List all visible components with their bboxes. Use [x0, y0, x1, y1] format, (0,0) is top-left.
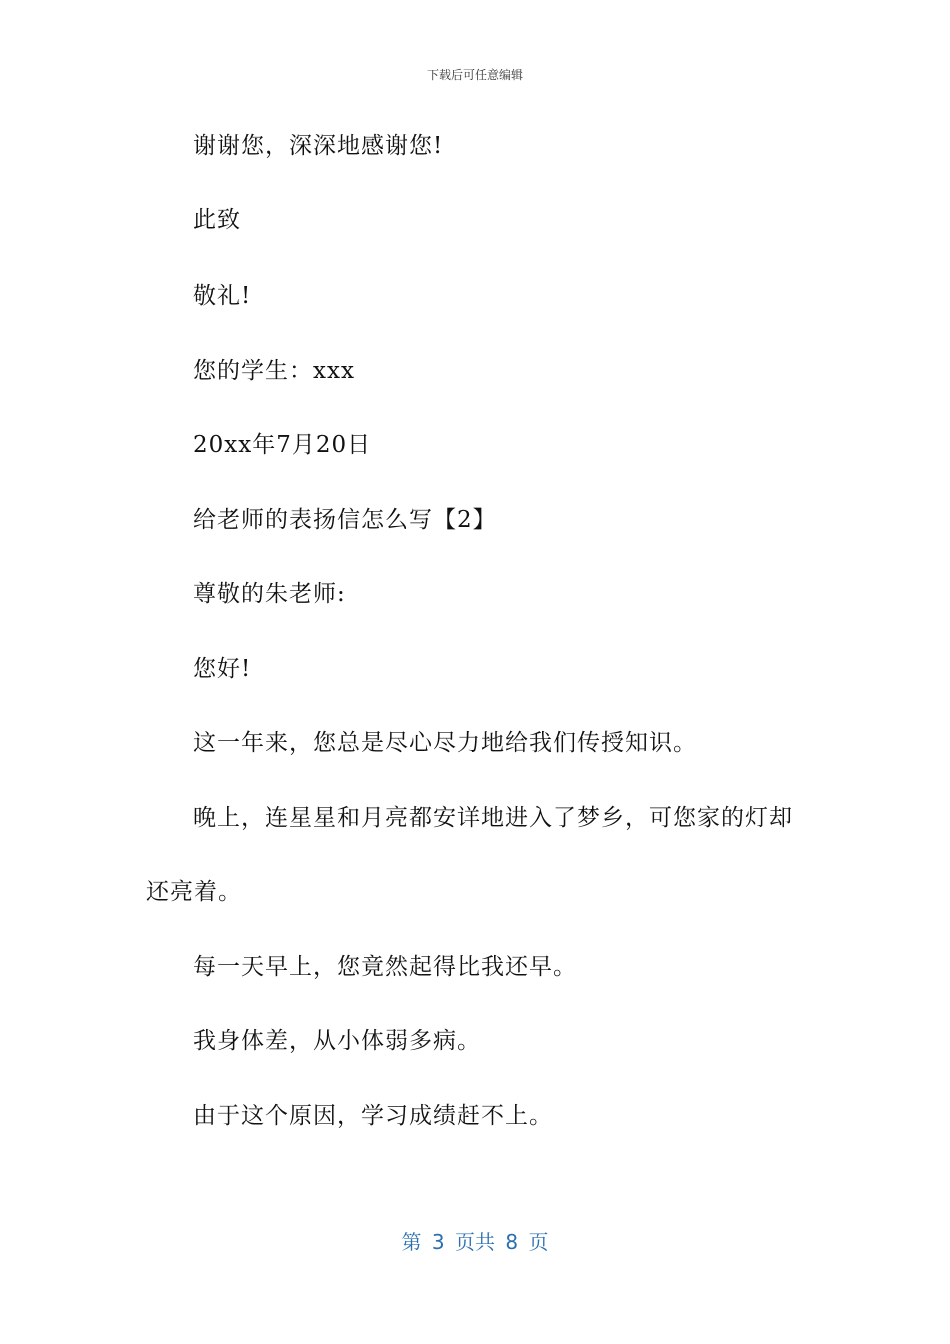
body-line: 这一年来，您总是尽心尽力地给我们传授知识。	[193, 730, 697, 756]
body-line: 您的学生：xxx	[193, 358, 355, 384]
body-line: 还亮着。	[146, 879, 242, 905]
body-line: 您好!	[193, 656, 252, 682]
total-pages-number: 8	[505, 1230, 519, 1254]
body-line: 我身体差，从小体弱多病。	[193, 1028, 481, 1054]
page-footer	[0, 1226, 950, 1255]
body-line: 敬礼!	[193, 283, 252, 309]
header-note: 下载后可任意编辑	[426, 68, 523, 82]
page-prefix: 第	[401, 1230, 422, 1254]
page-mid: 页共	[455, 1230, 495, 1254]
body-line: 给老师的表扬信怎么写【2】	[193, 507, 497, 533]
body-line: 谢谢您，深深地感谢您!	[193, 133, 444, 159]
body-line: 20xx年7月20日	[193, 432, 372, 458]
body-line: 每一天早上，您竟然起得比我还早。	[193, 954, 577, 980]
body-line: 由于这个原因，学习成绩赶不上。	[193, 1103, 553, 1129]
current-page-number: 3	[431, 1230, 445, 1254]
body-line: 尊敬的朱老师:	[193, 581, 346, 607]
body-line: 此致	[193, 207, 241, 233]
page-suffix: 页	[528, 1230, 549, 1254]
body-line: 晚上，连星星和月亮都安详地进入了梦乡，可您家的灯却	[193, 805, 793, 831]
